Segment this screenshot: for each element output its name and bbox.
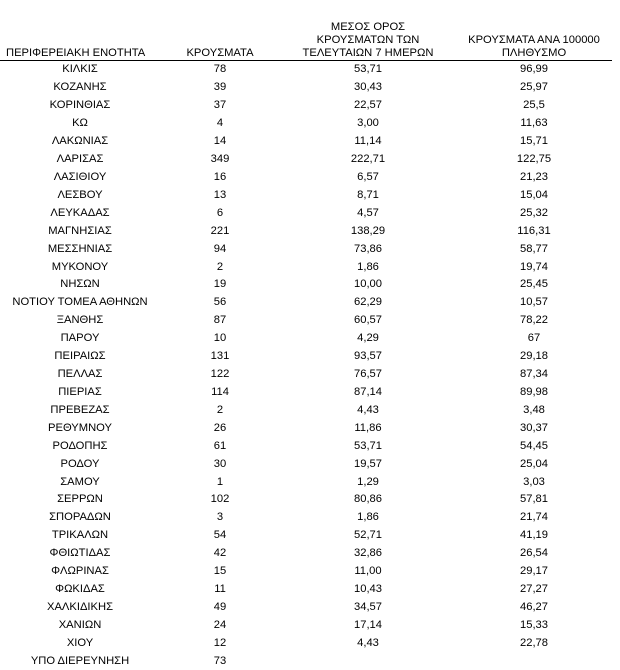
table-row bbox=[0, 617, 612, 635]
cases-per-100000-cell bbox=[456, 652, 612, 670]
cases-per-100000-cell: 27,27 bbox=[456, 581, 612, 599]
table-row bbox=[0, 133, 612, 151]
cases-cell: 94 bbox=[160, 240, 280, 258]
table-row bbox=[0, 79, 612, 97]
seven-day-average-cell: 10,00 bbox=[280, 276, 456, 294]
cases-cell: 15 bbox=[160, 563, 280, 581]
cases-cell: 16 bbox=[160, 169, 280, 187]
seven-day-average-cell: 76,57 bbox=[280, 366, 456, 384]
cases-cell: 6 bbox=[160, 204, 280, 222]
regional-unit-cell: ΣΠΟΡΑΔΩΝ bbox=[0, 509, 160, 527]
seven-day-average-cell: 22,57 bbox=[280, 97, 456, 115]
cases-per-100000-cell: 11,63 bbox=[456, 115, 612, 133]
seven-day-average-cell: 32,86 bbox=[280, 545, 456, 563]
cases-cell: 37 bbox=[160, 97, 280, 115]
cases-cell: 73 bbox=[160, 652, 280, 670]
cases-cell: 42 bbox=[160, 545, 280, 563]
cases-per-100000-cell: 87,34 bbox=[456, 366, 612, 384]
seven-day-average-cell: 11,86 bbox=[280, 419, 456, 437]
seven-day-average-cell: 53,71 bbox=[280, 61, 456, 79]
cases-per-100000-cell: 21,23 bbox=[456, 169, 612, 187]
cases-cell: 221 bbox=[160, 222, 280, 240]
cases-per-100000-cell: 41,19 bbox=[456, 527, 612, 545]
cases-cell: 39 bbox=[160, 79, 280, 97]
table-row bbox=[0, 222, 612, 240]
regional-unit-cell: ΧΙΟΥ bbox=[0, 635, 160, 653]
regional-unit-cell: ΤΡΙΚΑΛΩΝ bbox=[0, 527, 160, 545]
table-row bbox=[0, 276, 612, 294]
cases-cell: 122 bbox=[160, 366, 280, 384]
table-row bbox=[0, 473, 612, 491]
cases-cell: 30 bbox=[160, 455, 280, 473]
seven-day-average-cell: 19,57 bbox=[280, 455, 456, 473]
cases-per-100000-cell: 67 bbox=[456, 330, 612, 348]
table-row bbox=[0, 635, 612, 653]
seven-day-average-cell: 11,14 bbox=[280, 133, 456, 151]
cases-cell: 1 bbox=[160, 473, 280, 491]
regional-unit-cell: ΛΑΚΩΝΙΑΣ bbox=[0, 133, 160, 151]
regional-unit-cell: ΝΗΣΩΝ bbox=[0, 276, 160, 294]
regional-unit-cell: ΚΩ bbox=[0, 115, 160, 133]
regional-unit-cell: ΚΟΡΙΝΘΙΑΣ bbox=[0, 97, 160, 115]
cases-per-100000-cell: 3,48 bbox=[456, 402, 612, 420]
seven-day-average-cell: 3,00 bbox=[280, 115, 456, 133]
cases-cell: 54 bbox=[160, 527, 280, 545]
table-row bbox=[0, 545, 612, 563]
table-row bbox=[0, 186, 612, 204]
cases-per-100000-cell: 116,31 bbox=[456, 222, 612, 240]
seven-day-average-cell: 87,14 bbox=[280, 384, 456, 402]
regional-unit-cell: ΜΥΚΟΝΟΥ bbox=[0, 258, 160, 276]
regional-unit-cell: ΜΕΣΣΗΝΙΑΣ bbox=[0, 240, 160, 258]
regional-unit-cell: ΠΑΡΟΥ bbox=[0, 330, 160, 348]
cases-cell: 24 bbox=[160, 617, 280, 635]
seven-day-average-cell: 4,57 bbox=[280, 204, 456, 222]
regional-unit-cell: ΦΩΚΙΔΑΣ bbox=[0, 581, 160, 599]
regional-unit-cell: ΚΙΛΚΙΣ bbox=[0, 61, 160, 79]
cases-cell: 11 bbox=[160, 581, 280, 599]
regional-unit-cell: ΛΑΡΙΣΑΣ bbox=[0, 151, 160, 169]
cases-per-100000-cell: 15,04 bbox=[456, 186, 612, 204]
table-row bbox=[0, 366, 612, 384]
seven-day-average-cell: 4,29 bbox=[280, 330, 456, 348]
cases-cell: 87 bbox=[160, 312, 280, 330]
seven-day-average-cell: 93,57 bbox=[280, 348, 456, 366]
cases-per-100000-cell: 29,17 bbox=[456, 563, 612, 581]
table-row bbox=[0, 294, 612, 312]
regional-unit-cell: ΣΑΜΟΥ bbox=[0, 473, 160, 491]
seven-day-average-cell: 4,43 bbox=[280, 635, 456, 653]
cases-per-100000-cell: 25,97 bbox=[456, 79, 612, 97]
regional-unit-cell: ΛΕΣΒΟΥ bbox=[0, 186, 160, 204]
seven-day-average-cell: 10,43 bbox=[280, 581, 456, 599]
table-row bbox=[0, 599, 612, 617]
seven-day-average-cell: 62,29 bbox=[280, 294, 456, 312]
cases-per-100000-cell: 54,45 bbox=[456, 437, 612, 455]
seven-day-average-cell: 30,43 bbox=[280, 79, 456, 97]
cases-cell: 49 bbox=[160, 599, 280, 617]
table-row bbox=[0, 151, 612, 169]
cases-per-100000-cell: 30,37 bbox=[456, 419, 612, 437]
cases-cell: 78 bbox=[160, 61, 280, 79]
regional-unit-cell: ΡΕΘΥΜΝΟΥ bbox=[0, 419, 160, 437]
cases-cell: 10 bbox=[160, 330, 280, 348]
cases-per-100000-cell: 96,99 bbox=[456, 61, 612, 79]
regional-unit-cell: ΚΟΖΑΝΗΣ bbox=[0, 79, 160, 97]
regional-unit-cell: ΛΕΥΚΑΔΑΣ bbox=[0, 204, 160, 222]
cases-per-100000-cell: 29,18 bbox=[456, 348, 612, 366]
regional-unit-cell: ΞΑΝΘΗΣ bbox=[0, 312, 160, 330]
cases-cell: 102 bbox=[160, 491, 280, 509]
cases-cell: 56 bbox=[160, 294, 280, 312]
seven-day-average-cell: 11,00 bbox=[280, 563, 456, 581]
cases-per-100000-cell: 89,98 bbox=[456, 384, 612, 402]
cases-per-100000-cell: 46,27 bbox=[456, 599, 612, 617]
table-row bbox=[0, 384, 612, 402]
table-row bbox=[0, 240, 612, 258]
cases-per-100000-cell: 25,32 bbox=[456, 204, 612, 222]
regional-unit-cell: ΡΟΔΟΠΗΣ bbox=[0, 437, 160, 455]
seven-day-average-cell: 222,71 bbox=[280, 151, 456, 169]
seven-day-average-cell: 60,57 bbox=[280, 312, 456, 330]
seven-day-average-cell bbox=[280, 652, 456, 670]
table-row bbox=[0, 115, 612, 133]
cases-cell: 4 bbox=[160, 115, 280, 133]
seven-day-average-cell: 17,14 bbox=[280, 617, 456, 635]
seven-day-average-cell: 4,43 bbox=[280, 402, 456, 420]
seven-day-average-cell: 52,71 bbox=[280, 527, 456, 545]
cases-per-100000-cell: 25,45 bbox=[456, 276, 612, 294]
table-row bbox=[0, 581, 612, 599]
cases-per-100000-cell: 3,03 bbox=[456, 473, 612, 491]
column-header-cases-per-100000: ΚΡΟΥΣΜΑΤΑ ΑΝΑ 100000 ΠΛΗΘΥΣΜΟ bbox=[456, 0, 612, 61]
cases-per-100000-cell: 15,33 bbox=[456, 617, 612, 635]
table-row bbox=[0, 402, 612, 420]
table-row bbox=[0, 563, 612, 581]
table-header-row bbox=[0, 0, 612, 61]
table-row bbox=[0, 348, 612, 366]
seven-day-average-cell: 34,57 bbox=[280, 599, 456, 617]
table-body bbox=[0, 61, 612, 670]
cases-per-100000-cell: 58,77 bbox=[456, 240, 612, 258]
cases-cell: 114 bbox=[160, 384, 280, 402]
regional-unit-cell: ΡΟΔΟΥ bbox=[0, 455, 160, 473]
seven-day-average-cell: 1,29 bbox=[280, 473, 456, 491]
regional-unit-cell: ΠΕΛΛΑΣ bbox=[0, 366, 160, 384]
seven-day-average-cell: 8,71 bbox=[280, 186, 456, 204]
cases-cell: 14 bbox=[160, 133, 280, 151]
cases-cell: 131 bbox=[160, 348, 280, 366]
cases-cell: 349 bbox=[160, 151, 280, 169]
column-header-regional-unit: ΠΕΡΙΦΕΡΕΙΑΚΗ ΕΝΟΤΗΤΑ bbox=[0, 0, 160, 61]
table-row bbox=[0, 527, 612, 545]
regional-unit-cell: ΣΕΡΡΩΝ bbox=[0, 491, 160, 509]
seven-day-average-cell: 6,57 bbox=[280, 169, 456, 187]
column-header-cases: ΚΡΟΥΣΜΑΤΑ bbox=[160, 0, 280, 61]
cases-cell: 19 bbox=[160, 276, 280, 294]
cases-per-100000-cell: 78,22 bbox=[456, 312, 612, 330]
seven-day-average-cell: 73,86 bbox=[280, 240, 456, 258]
table-row bbox=[0, 455, 612, 473]
cases-per-100000-cell: 22,78 bbox=[456, 635, 612, 653]
seven-day-average-cell: 53,71 bbox=[280, 437, 456, 455]
table-row bbox=[0, 204, 612, 222]
cases-per-100000-cell: 25,5 bbox=[456, 97, 612, 115]
cases-cell: 26 bbox=[160, 419, 280, 437]
regional-unit-cell: ΠΡΕΒΕΖΑΣ bbox=[0, 402, 160, 420]
cases-cell: 61 bbox=[160, 437, 280, 455]
regional-unit-cell: ΠΙΕΡΙΑΣ bbox=[0, 384, 160, 402]
regional-unit-cell: ΛΑΣΙΘΙΟΥ bbox=[0, 169, 160, 187]
cases-per-100000-cell: 25,04 bbox=[456, 455, 612, 473]
cases-cell: 3 bbox=[160, 509, 280, 527]
cases-per-100000-cell: 26,54 bbox=[456, 545, 612, 563]
table-row bbox=[0, 169, 612, 187]
table-row bbox=[0, 312, 612, 330]
table-row bbox=[0, 97, 612, 115]
regional-unit-cell: ΦΛΩΡΙΝΑΣ bbox=[0, 563, 160, 581]
regional-unit-cell: ΥΠΟ ΔΙΕΡΕΥΝΗΣΗ bbox=[0, 652, 160, 670]
cases-cell: 13 bbox=[160, 186, 280, 204]
regional-unit-cell: ΝΟΤΙΟΥ ΤΟΜΕΑ ΑΘΗΝΩΝ bbox=[0, 294, 160, 312]
regional-unit-cell: ΧΑΛΚΙΔΙΚΗΣ bbox=[0, 599, 160, 617]
cases-per-100000-cell: 21,74 bbox=[456, 509, 612, 527]
cases-per-100000-cell: 57,81 bbox=[456, 491, 612, 509]
cases-cell: 12 bbox=[160, 635, 280, 653]
seven-day-average-cell: 80,86 bbox=[280, 491, 456, 509]
cases-per-100000-cell: 122,75 bbox=[456, 151, 612, 169]
regional-unit-cell: ΠΕΙΡΑΙΩΣ bbox=[0, 348, 160, 366]
cases-per-100000-cell: 19,74 bbox=[456, 258, 612, 276]
seven-day-average-cell: 138,29 bbox=[280, 222, 456, 240]
regional-unit-cell: ΦΘΙΩΤΙΔΑΣ bbox=[0, 545, 160, 563]
table-row bbox=[0, 61, 612, 79]
table-row bbox=[0, 491, 612, 509]
seven-day-average-cell: 1,86 bbox=[280, 509, 456, 527]
regional-unit-cell: ΧΑΝΙΩΝ bbox=[0, 617, 160, 635]
table-row bbox=[0, 509, 612, 527]
regional-unit-cell: ΜΑΓΝΗΣΙΑΣ bbox=[0, 222, 160, 240]
table-row bbox=[0, 419, 612, 437]
table-row bbox=[0, 652, 612, 670]
cases-cell: 2 bbox=[160, 402, 280, 420]
cases-cell: 2 bbox=[160, 258, 280, 276]
cases-per-100000-cell: 15,71 bbox=[456, 133, 612, 151]
cases-per-100000-cell: 10,57 bbox=[456, 294, 612, 312]
table-row bbox=[0, 258, 612, 276]
table-row bbox=[0, 437, 612, 455]
table-row bbox=[0, 330, 612, 348]
column-header-7-day-average: ΜΕΣΟΣ ΟΡΟΣ ΚΡΟΥΣΜΑΤΩΝ ΤΩΝ ΤΕΛΕΥΤΑΙΩΝ 7 ΗΜΕΡΩΝ bbox=[280, 0, 456, 61]
seven-day-average-cell: 1,86 bbox=[280, 258, 456, 276]
